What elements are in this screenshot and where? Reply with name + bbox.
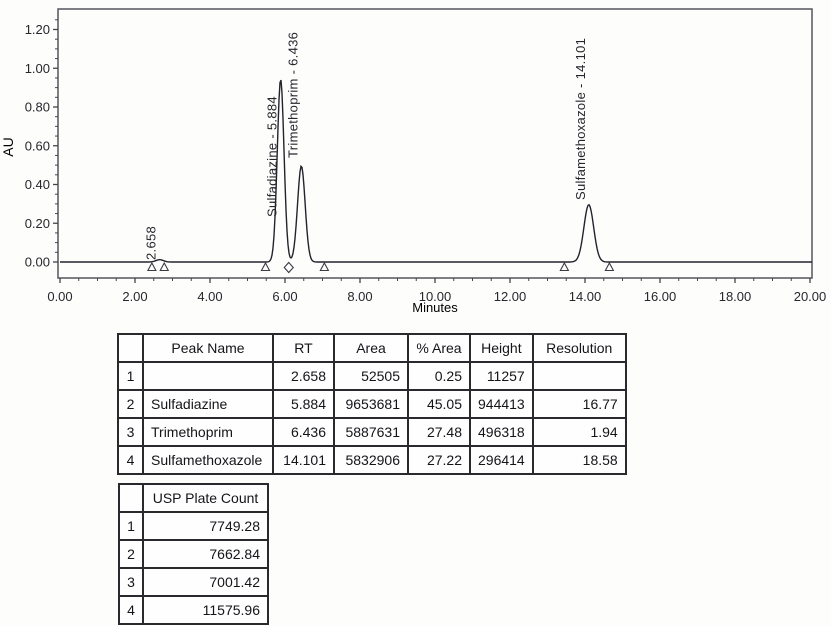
peak-table-cell	[533, 362, 626, 390]
svg-text:1.20: 1.20	[24, 22, 50, 37]
chromatogram-trace	[60, 80, 812, 262]
peak-label: Sulfadiazine - 5.884	[264, 96, 280, 217]
peak-table-cell: Sulfadiazine	[143, 390, 273, 418]
peak-table-cell: 0.25	[408, 362, 470, 390]
peak-table-column-header: Peak Name	[143, 334, 273, 362]
peak-table-cell: 5887631	[334, 418, 408, 446]
integration-triangle-marker	[262, 263, 270, 271]
peak-table-cell: 496318	[470, 418, 533, 446]
integration-triangle-marker	[605, 263, 613, 271]
peak-table-cell: 27.48	[408, 418, 470, 446]
plate-table-cell: 7001.42	[143, 568, 268, 596]
svg-text:8.00: 8.00	[347, 289, 373, 304]
svg-text:0.00: 0.00	[24, 254, 50, 270]
svg-text:14.00: 14.00	[568, 289, 602, 304]
svg-text:12.00: 12.00	[493, 289, 527, 304]
integration-triangle-marker	[320, 263, 328, 271]
peak-table-cell: Trimethoprim	[143, 418, 273, 446]
peak-table-cell: 45.05	[408, 390, 470, 418]
plate-table-cell: 2	[119, 540, 143, 568]
plate-table-cell: 7749.28	[143, 512, 268, 540]
peak-table-cell: 5832906	[334, 446, 408, 474]
peak-table-cell: 1.94	[533, 418, 626, 446]
peak-table-cell: 27.22	[408, 446, 470, 474]
svg-text:0.80: 0.80	[24, 99, 50, 115]
peak-table-cell: Sulfamethoxazole	[143, 446, 273, 474]
usp-plate-count-table	[118, 483, 269, 625]
y-axis-label: AU	[0, 137, 16, 157]
peak-table-cell: 3	[118, 418, 143, 446]
plate-table-row	[119, 540, 268, 568]
svg-text:4.00: 4.00	[197, 289, 223, 304]
plate-table-cell: 7662.84	[143, 540, 268, 568]
svg-text:6.00: 6.00	[272, 289, 298, 304]
svg-text:0.40: 0.40	[24, 177, 50, 192]
peak-table-cell: 9653681	[334, 390, 408, 418]
peak-table-cell: 52505	[334, 362, 408, 390]
peak-table-cell: 2.658	[273, 362, 334, 390]
plate-table-column-header: USP Plate Count	[143, 484, 268, 512]
plate-table-cell: 4	[119, 596, 143, 624]
svg-text:0.60: 0.60	[24, 138, 50, 154]
peak-table-row	[118, 390, 626, 418]
peak-table-cell: 16.77	[533, 390, 626, 418]
peak-table-cell	[143, 362, 273, 390]
peak-table-cell: 11257	[470, 362, 533, 390]
plate-table-column-header	[119, 484, 143, 512]
peak-table-cell: 18.58	[533, 446, 626, 474]
integration-triangle-marker	[148, 263, 156, 271]
peak-table-cell: 2	[118, 390, 143, 418]
peak-table-cell: 1	[118, 362, 143, 390]
axis-ticks	[53, 20, 810, 283]
peak-table-row	[118, 446, 626, 474]
integration-markers	[148, 263, 614, 273]
svg-text:20.00: 20.00	[793, 289, 827, 304]
peak-table-row	[118, 362, 626, 390]
plate-table-row	[119, 512, 268, 540]
peak-table-cell: 5.884	[273, 390, 334, 418]
peak-table-column-header	[118, 334, 143, 362]
peak-table-cell: 6.436	[273, 418, 334, 446]
peak-label: Sulfamethoxazole - 14.101	[572, 37, 588, 200]
peak-table-cell: 4	[118, 446, 143, 474]
peak-table-header-row	[118, 334, 626, 362]
integration-triangle-marker	[560, 263, 568, 271]
plot-frame	[58, 9, 812, 278]
peak-table	[117, 333, 627, 475]
x-axis-label: Minutes	[412, 300, 458, 315]
peak-table-cell: 14.101	[273, 446, 334, 474]
peak-label: Trimethoprim - 6.436	[285, 31, 301, 158]
integration-diamond-marker	[284, 263, 293, 273]
svg-text:0.20: 0.20	[24, 215, 50, 231]
peak-label: 2.658	[143, 225, 159, 260]
plate-table-cell: 11575.96	[143, 596, 268, 624]
peak-table-column-header: RT	[273, 334, 334, 362]
plate-table	[118, 483, 269, 625]
svg-text:0.00: 0.00	[47, 289, 73, 304]
svg-text:18.00: 18.00	[718, 289, 752, 304]
peak-table-row	[118, 418, 626, 446]
integration-triangle-marker	[160, 263, 168, 271]
peak-table-column-header: Height	[470, 334, 533, 362]
svg-text:1.00: 1.00	[24, 60, 50, 76]
plate-table-header-row	[119, 484, 268, 512]
peak-labels	[144, 32, 588, 260]
peak-results-table	[117, 333, 627, 475]
plate-table-row	[119, 596, 268, 624]
plate-table-cell: 1	[119, 512, 143, 540]
svg-text:10.00: 10.00	[418, 289, 452, 304]
peak-table-cell: 296414	[470, 446, 533, 474]
plate-table-row	[119, 568, 268, 596]
peak-table-cell: 944413	[470, 390, 533, 418]
plate-table-cell: 3	[119, 568, 143, 596]
peak-table-column-header: % Area	[408, 334, 470, 362]
svg-text:2.00: 2.00	[122, 289, 148, 304]
peak-table-column-header: Area	[334, 334, 408, 362]
svg-text:16.00: 16.00	[643, 289, 677, 304]
peak-table-column-header: Resolution	[533, 334, 626, 362]
